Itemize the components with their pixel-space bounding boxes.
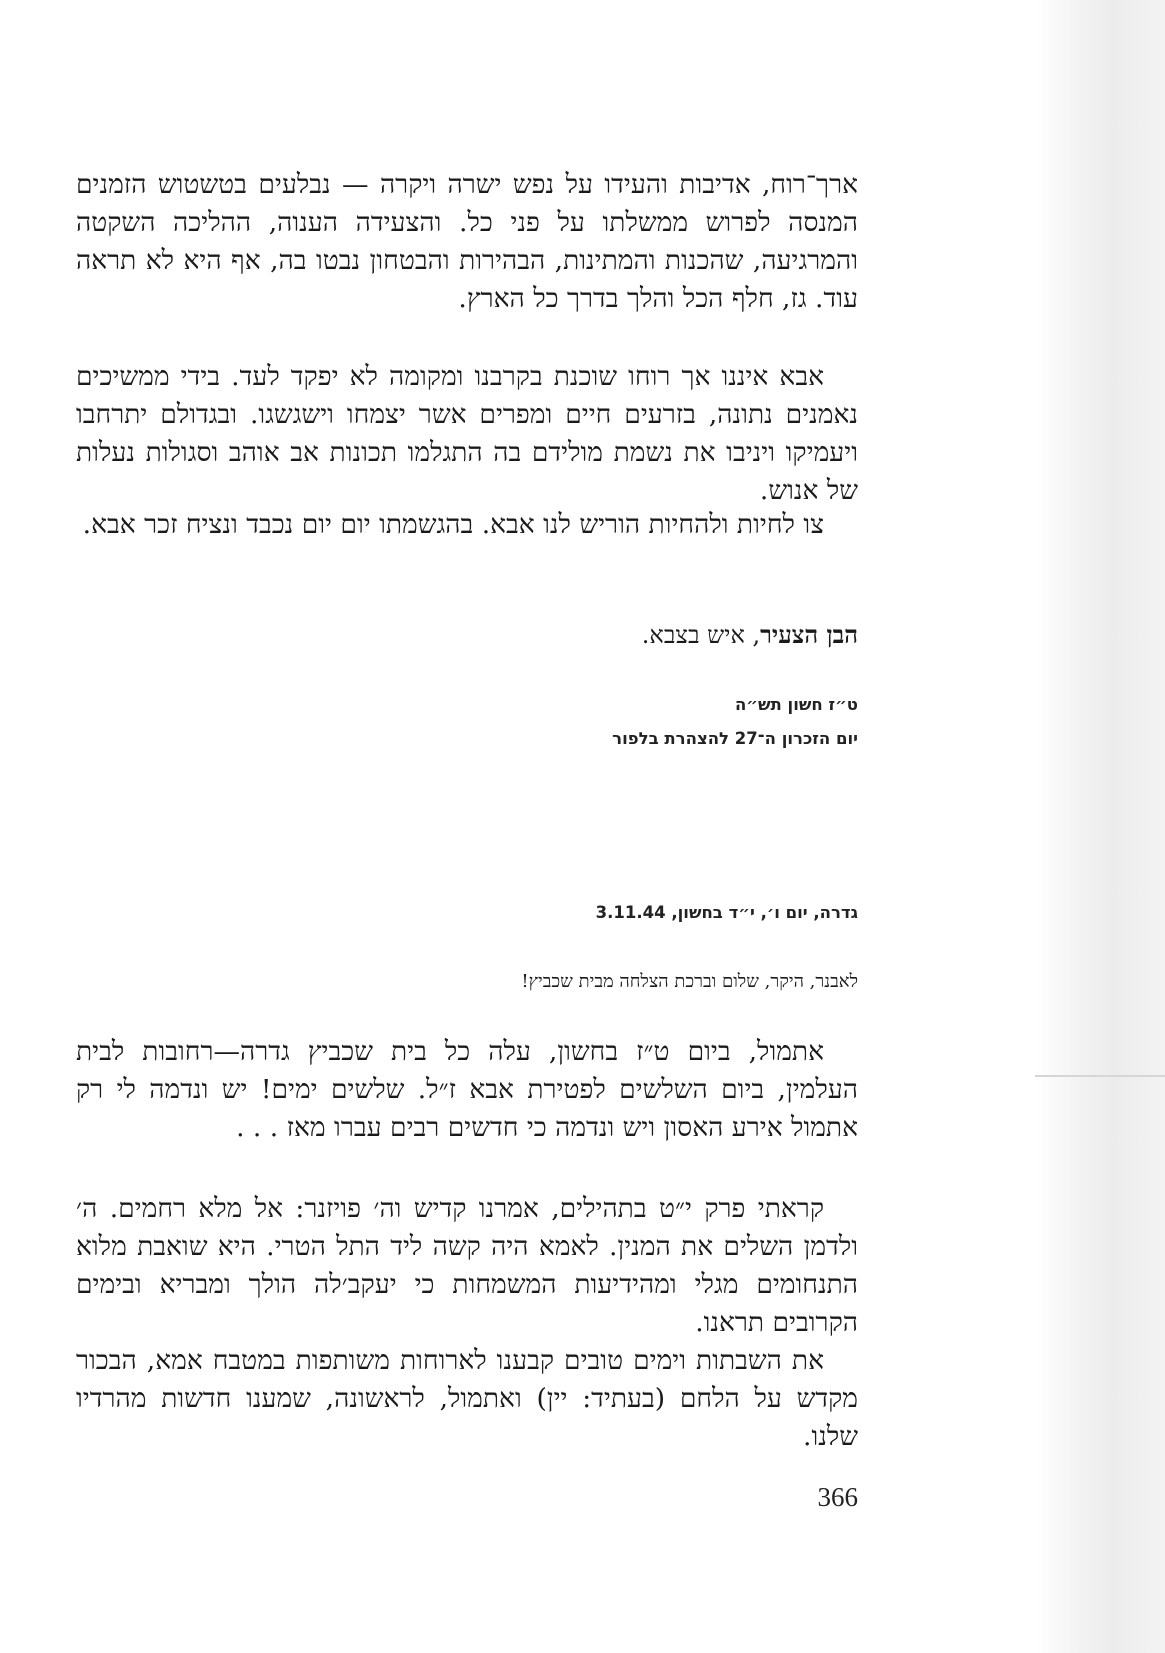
letter-paragraph-shabbat: את השבתות וימים טובים קבענו לארוחות משותפות במטבח אמא, הבכור מקדש על הלחם (בעתיד: יין) ואתמול, לראשונה, שמענו חדשות מהרדיו שלנו. [76, 1345, 858, 1452]
hebrew-date: ט״ז חשון תש״ה [734, 695, 858, 714]
signature-rest: , איש בצבא. [641, 621, 761, 649]
memorial-day-line: יום הזכרון ה־27 להצהרת בלפור [612, 729, 858, 748]
letter-paragraph-cemetery: אתמול, ביום ט״ז בחשון, עלה כל בית שכביץ גדרה—רחובות לבית העלמין, ביום השלשים לפטירת אבא ז״ל. שלשים ימים! יש ונדמה לי רק אתמול אירע האסון ויש ונדמה כי חדשים רבים עברו מאז . . . [76, 1036, 858, 1143]
date-block [76, 688, 858, 756]
signature-name: הבן הצעיר [760, 620, 858, 649]
signature [76, 617, 858, 653]
letter-paragraph-kaddish: קראתי פרק י״ט בתהילים, אמרנו קדיש וה׳ פויזנר: אל מלא רחמים. ה׳ ולדמן השלים את המנין. לאמא היה קשה ליד התל הטרי. היא שואבת מלוא התנחומים מגלי ומהידיעות המשמחות כי יעקב׳לה הולך ומבריא ובימים הקרובים תראנו. [76, 1193, 858, 1338]
paragraph-command: צו לחיות ולהחיות הוריש לנו אבא. בהגשמתו יום יום נכבד ונציח זכר אבא. [82, 509, 824, 540]
letter-heading: גדרה, יום ו׳, י״ד בחשון, 3.11.44 [595, 903, 858, 922]
paragraph-spirit: אבא איננו אך רוחו שוכנת בקרבנו ומקומה לא יפקד לעד. בידי ממשיכים נאמנים נתונה, בזרעים חיים ומפרים אשר יצמחו וישגשגו. ובגדולם יתרחבו ויעמיקו ויניבו את נשמת מולידם בה התגלמו תכונות אב אוהב וסגולות נעלות של אנוש. [76, 361, 858, 506]
paragraph-continuation: ארך־רוח, אדיבות והעידו על נפש ישרה ויקרה — נבלעים בטשטוש הזמנים המנסה לפרוש ממשלתו על פני כל. והצעידה הענוה, ההליכה השקטה והמרגיעה, שהכנות והמתינות, הבהירות והבטחון נבטו בה, אף היא לא תראה עוד. גז, חלף הכל והלך בדרך כל הארץ. [76, 169, 858, 314]
letter-greeting: לאבנר, היקר, שלום וברכת הצלחה מבית שכביץ! [521, 971, 858, 992]
page-number: 366 [817, 1482, 858, 1512]
